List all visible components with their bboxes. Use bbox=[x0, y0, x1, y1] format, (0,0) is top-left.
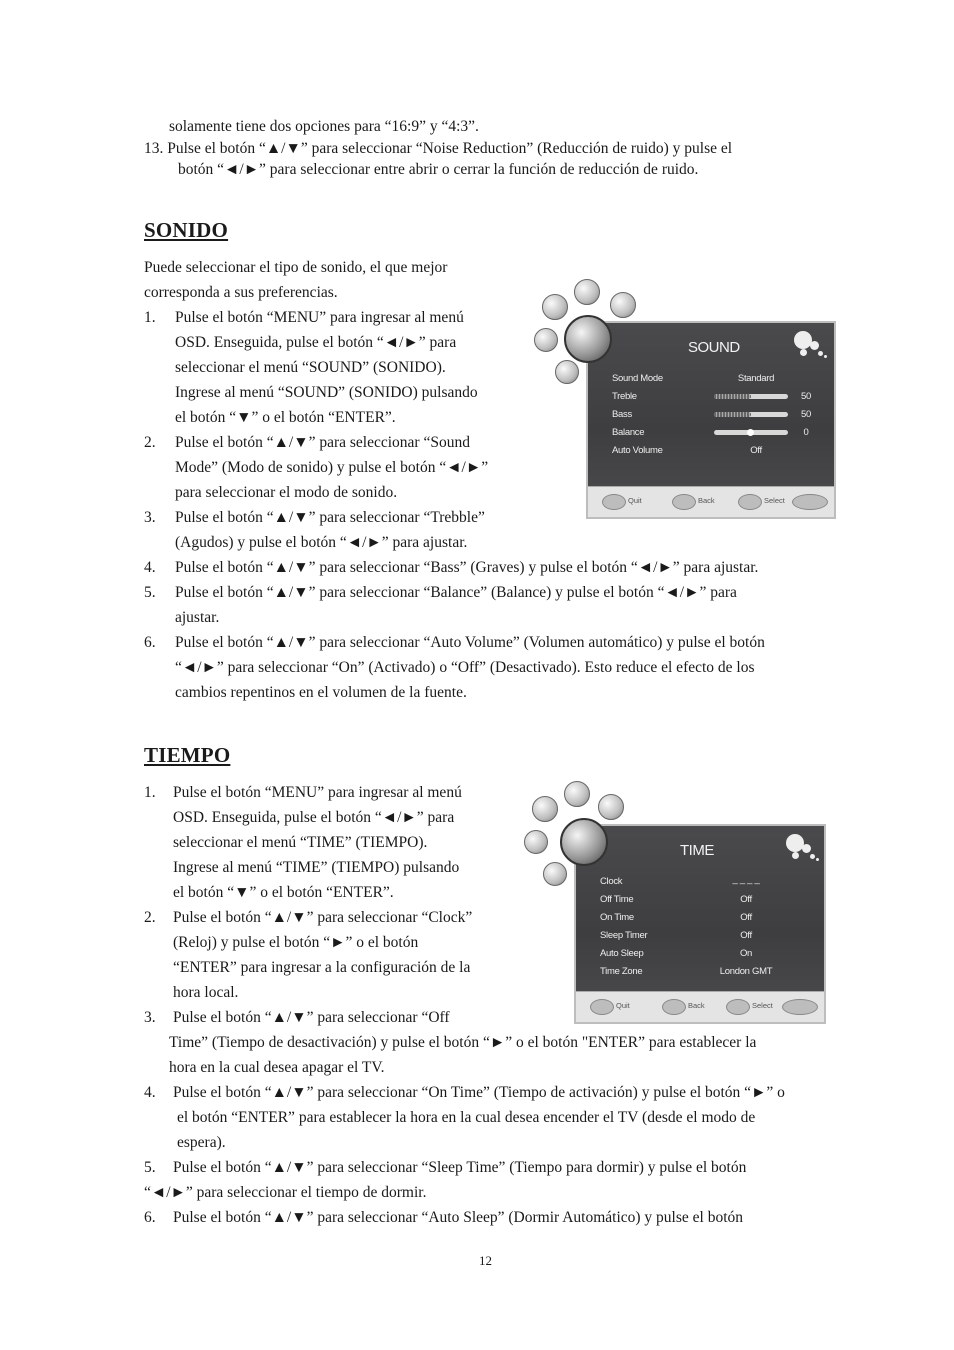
quit-button-icon bbox=[602, 494, 626, 510]
list-line: Pulse el botón “▲/▼” para seleccionar “Auto Sleep” (Dormir Automático) y pulse el botón bbox=[173, 1209, 744, 1226]
osd-row-value: Off bbox=[740, 912, 752, 923]
osd-row-label: Auto Sleep bbox=[600, 948, 644, 959]
select-button-icon bbox=[726, 999, 750, 1015]
intro-line: 13. Pulse el botón “▲/▼” para seleccionar “Noise Reduction” (Reducción de ruido) y pulse el bbox=[144, 140, 733, 157]
footer-label: Back bbox=[698, 496, 715, 505]
osd-row-label: Auto Volume bbox=[612, 445, 663, 456]
clock-menu-icon bbox=[560, 818, 608, 866]
osd-row-label: Off Time bbox=[600, 894, 634, 905]
list-line: Pulse el botón “▲/▼” para seleccionar “Trebble” bbox=[175, 509, 485, 526]
footer-label: Back bbox=[688, 1001, 705, 1010]
list-line: “◄/►” para seleccionar “On” (Activado) o “Off” (Desactivado). Esto reduce el efecto de los bbox=[175, 659, 755, 676]
osd-row-value: Off bbox=[750, 445, 762, 456]
paragraph-line: Puede seleccionar el tipo de sonido, el que mejor bbox=[144, 259, 448, 276]
list-number: 5. bbox=[144, 584, 156, 601]
osd-row-label: Sound Mode bbox=[612, 373, 663, 384]
sound-osd-screenshot bbox=[528, 276, 838, 521]
osd-row-label: Bass bbox=[612, 409, 632, 420]
intro-line: solamente tiene dos opciones para “16:9” y “4:3”. bbox=[169, 118, 479, 135]
menu-icon bbox=[532, 796, 558, 822]
list-line: Ingrese al menú “SOUND” (SONIDO) pulsando bbox=[175, 384, 478, 401]
menu-icon bbox=[534, 328, 558, 352]
list-line: OSD. Enseguida, pulse el botón “◄/►” para bbox=[173, 809, 455, 826]
osd-row-label: Clock bbox=[600, 876, 623, 887]
menu-icon bbox=[555, 360, 579, 384]
list-line: espera). bbox=[177, 1134, 226, 1151]
list-line: para seleccionar el modo de sonido. bbox=[175, 484, 398, 501]
osd-row-value: 50 bbox=[801, 409, 811, 420]
list-line: seleccionar el menú “TIME” (TIEMPO). bbox=[173, 834, 428, 851]
list-line: hora en la cual desea apagar el TV. bbox=[169, 1059, 385, 1076]
osd-row-value: Off bbox=[740, 930, 752, 941]
quit-button-icon bbox=[590, 999, 614, 1015]
back-button-icon bbox=[662, 999, 686, 1015]
treble-slider bbox=[714, 394, 788, 399]
list-line: seleccionar el menú “SOUND” (SONIDO). bbox=[175, 359, 446, 376]
osd-row-value: Off bbox=[740, 894, 752, 905]
time-osd-screenshot bbox=[518, 778, 828, 1026]
list-line: Pulse el botón “MENU” para ingresar al menú bbox=[175, 309, 464, 326]
footer-label: Select bbox=[752, 1001, 773, 1010]
footer-label: Quit bbox=[616, 1001, 630, 1010]
list-line: hora local. bbox=[173, 984, 239, 1001]
paragraph-line: corresponda a sus preferencias. bbox=[144, 284, 338, 301]
select-button-icon bbox=[738, 494, 762, 510]
osd-row-label: Sleep Timer bbox=[600, 930, 648, 941]
list-number: 1. bbox=[144, 309, 156, 326]
menu-icon bbox=[598, 794, 624, 820]
list-number: 5. bbox=[144, 1159, 156, 1176]
osd-row-value: 0 bbox=[803, 427, 809, 438]
menu-icon bbox=[564, 781, 590, 807]
list-line: (Agudos) y pulse el botón “◄/►” para ajustar. bbox=[175, 534, 468, 551]
osd-footer bbox=[588, 486, 834, 517]
list-line: cambios repentinos en el volumen de la fuente. bbox=[175, 684, 467, 701]
menu-icon bbox=[610, 292, 636, 318]
list-line: Pulse el botón “▲/▼” para seleccionar “Bass” (Graves) y pulse el botón “◄/►” para ajustar. bbox=[175, 559, 759, 576]
list-line: Pulse el botón “▲/▼” para seleccionar “Balance” (Balance) y pulse el botón “◄/►” para bbox=[175, 584, 737, 601]
menu-icon bbox=[574, 279, 600, 305]
list-number: 3. bbox=[144, 509, 156, 526]
list-line: OSD. Enseguida, pulse el botón “◄/►” para bbox=[175, 334, 457, 351]
intro-line: botón “◄/►” para seleccionar entre abrir o cerrar la función de reducción de ruido. bbox=[178, 161, 699, 178]
balance-slider bbox=[714, 430, 788, 435]
list-line: Pulse el botón “▲/▼” para seleccionar “Sound bbox=[175, 434, 470, 451]
sound-menu-icon bbox=[564, 315, 612, 363]
osd-row-label: Treble bbox=[612, 391, 637, 402]
back-button-icon bbox=[672, 494, 696, 510]
list-line: Pulse el botón “MENU” para ingresar al menú bbox=[173, 784, 462, 801]
list-line: el botón “▼” o el botón “ENTER”. bbox=[175, 409, 396, 426]
osd-row-label: Balance bbox=[612, 427, 645, 438]
menu-icon bbox=[524, 830, 548, 854]
bass-slider bbox=[714, 412, 788, 417]
osd-title: SOUND bbox=[688, 339, 740, 356]
menu-icon bbox=[543, 862, 567, 886]
navigation-pad-icon bbox=[782, 999, 818, 1015]
list-number: 3. bbox=[144, 1009, 156, 1026]
footer-label: Quit bbox=[628, 496, 642, 505]
list-line: Time” (Tiempo de desactivación) y pulse el botón “►” o el botón "ENTER” para establecer la bbox=[169, 1034, 757, 1051]
osd-row-value: 50 bbox=[801, 391, 811, 402]
osd-row-label: Time Zone bbox=[600, 966, 643, 977]
list-line: Pulse el botón “▲/▼” para seleccionar “Clock” bbox=[173, 909, 473, 926]
footer-label: Select bbox=[764, 496, 785, 505]
osd-footer bbox=[576, 991, 824, 1022]
list-line: “ENTER” para ingresar a la configuración de la bbox=[173, 959, 471, 976]
list-line: ajustar. bbox=[175, 609, 220, 626]
navigation-pad-icon bbox=[792, 494, 828, 510]
section-heading-sonido: SONIDO bbox=[144, 218, 229, 242]
list-number: 4. bbox=[144, 1084, 156, 1101]
page-number: 12 bbox=[479, 1253, 492, 1268]
list-line: el botón “ENTER” para establecer la hora en la cual desea encender el TV (desde el modo de bbox=[177, 1109, 756, 1126]
list-line: el botón “▼” o el botón “ENTER”. bbox=[173, 884, 394, 901]
list-line: Pulse el botón “▲/▼” para seleccionar “Sleep Time” (Tiempo para dormir) y pulse el botón bbox=[173, 1159, 747, 1176]
list-line: Pulse el botón “▲/▼” para seleccionar “Off bbox=[173, 1009, 450, 1026]
list-line: Ingrese al menú “TIME” (TIEMPO) pulsando bbox=[173, 859, 460, 876]
list-number: 2. bbox=[144, 909, 156, 926]
list-number: 6. bbox=[144, 1209, 156, 1226]
list-line: Pulse el botón “▲/▼” para seleccionar “Auto Volume” (Volumen automático) y pulse el botón bbox=[175, 634, 765, 651]
list-line: (Reloj) y pulse el botón “►” o el botón bbox=[173, 934, 419, 951]
osd-row-value: Standard bbox=[737, 373, 775, 384]
osd-row-value: On bbox=[739, 948, 753, 959]
list-number: 4. bbox=[144, 559, 156, 576]
osd-row-label: On Time bbox=[600, 912, 634, 923]
osd-row-value: London GMT bbox=[719, 966, 773, 977]
menu-icon bbox=[542, 294, 568, 320]
osd-title: TIME bbox=[680, 842, 714, 859]
osd-row-value: _ _ _ _ bbox=[732, 874, 760, 885]
section-heading-tiempo: TIEMPO bbox=[144, 743, 231, 767]
list-line: Mode” (Modo de sonido) y pulse el botón “◄/►” bbox=[175, 459, 489, 476]
list-line: Pulse el botón “▲/▼” para seleccionar “On Time” (Tiempo de activación) y pulse el botón “►” o bbox=[173, 1084, 785, 1101]
list-number: 2. bbox=[144, 434, 156, 451]
list-number: 6. bbox=[144, 634, 156, 651]
list-number: 1. bbox=[144, 784, 156, 801]
list-line: “◄/►” para seleccionar el tiempo de dormir. bbox=[144, 1184, 427, 1201]
